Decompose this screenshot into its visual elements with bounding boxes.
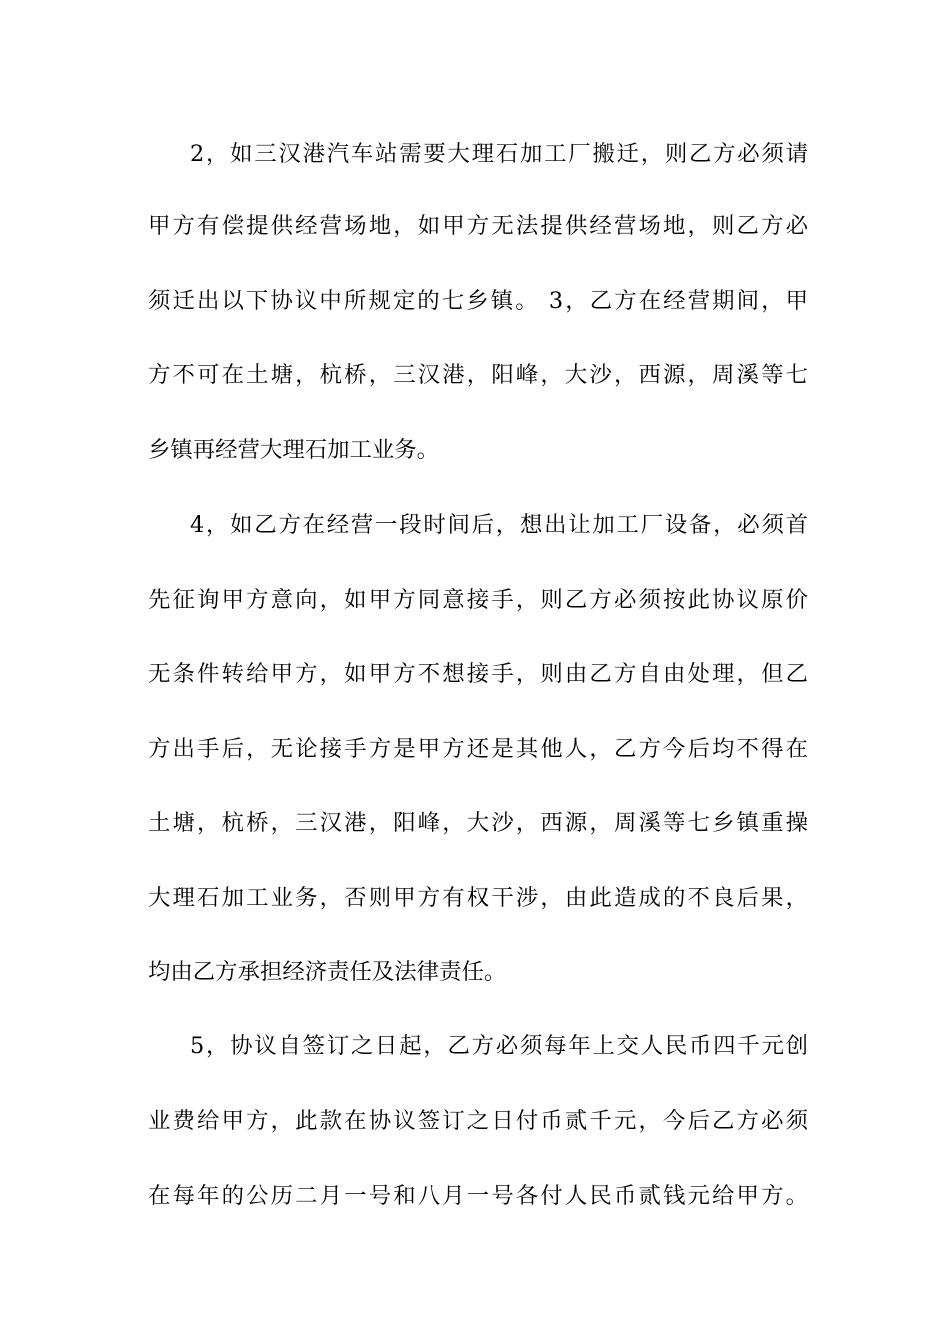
paragraph-4-line-3: 无条件转给甲方，如甲方不想接手，则由乙方自由处理，但乙: [148, 661, 808, 687]
paragraph-5-line-1: 5，协议自签订之日起，乙方必须每年上交人民币四千元创: [190, 1033, 808, 1059]
paragraph-4-line-1: 4，如乙方在经营一段时间后，想出让加工厂设备，必须首: [190, 512, 808, 538]
paragraph-2-line-5: 乡镇再经营大理石加工业务。: [148, 437, 440, 463]
paragraph-4-line-7: 均由乙方承担经济责任及法律责任。: [148, 959, 507, 985]
paragraph-4-line-5: 土塘，杭桥，三汉港，阳峰，大沙，西源，周溪等七乡镇重操: [148, 810, 808, 836]
paragraph-4-line-6: 大理石加工业务，否则甲方有权干涉，由此造成的不良后果，: [148, 885, 808, 911]
paragraph-2-line-1: 2，如三汉港汽车站需要大理石加工厂搬迁，则乙方必须请: [190, 141, 808, 167]
paragraph-4-line-4: 方出手后，无论接手方是甲方还是其他人，乙方今后均不得在: [148, 736, 808, 762]
paragraph-5-line-2: 业费给甲方，此款在协议签订之日付币贰千元，今后乙方必须: [148, 1108, 808, 1134]
paragraph-2-line-2: 甲方有偿提供经营场地，如甲方无法提供经营场地，则乙方必: [148, 213, 808, 239]
paragraph-5-line-3: 在每年的公历二月一号和八月一号各付人民币贰钱元给甲方。: [148, 1183, 808, 1209]
paragraph-2-line-4: 方不可在土塘，杭桥，三汉港，阳峰，大沙，西源，周溪等七: [148, 362, 808, 388]
paragraph-2-line-3: 须迁出以下协议中所规定的七乡镇。 3，乙方在经营期间，甲: [148, 288, 808, 314]
paragraph-4-line-2: 先征询甲方意向，如甲方同意接手，则乙方必须按此协议原价: [148, 587, 808, 613]
